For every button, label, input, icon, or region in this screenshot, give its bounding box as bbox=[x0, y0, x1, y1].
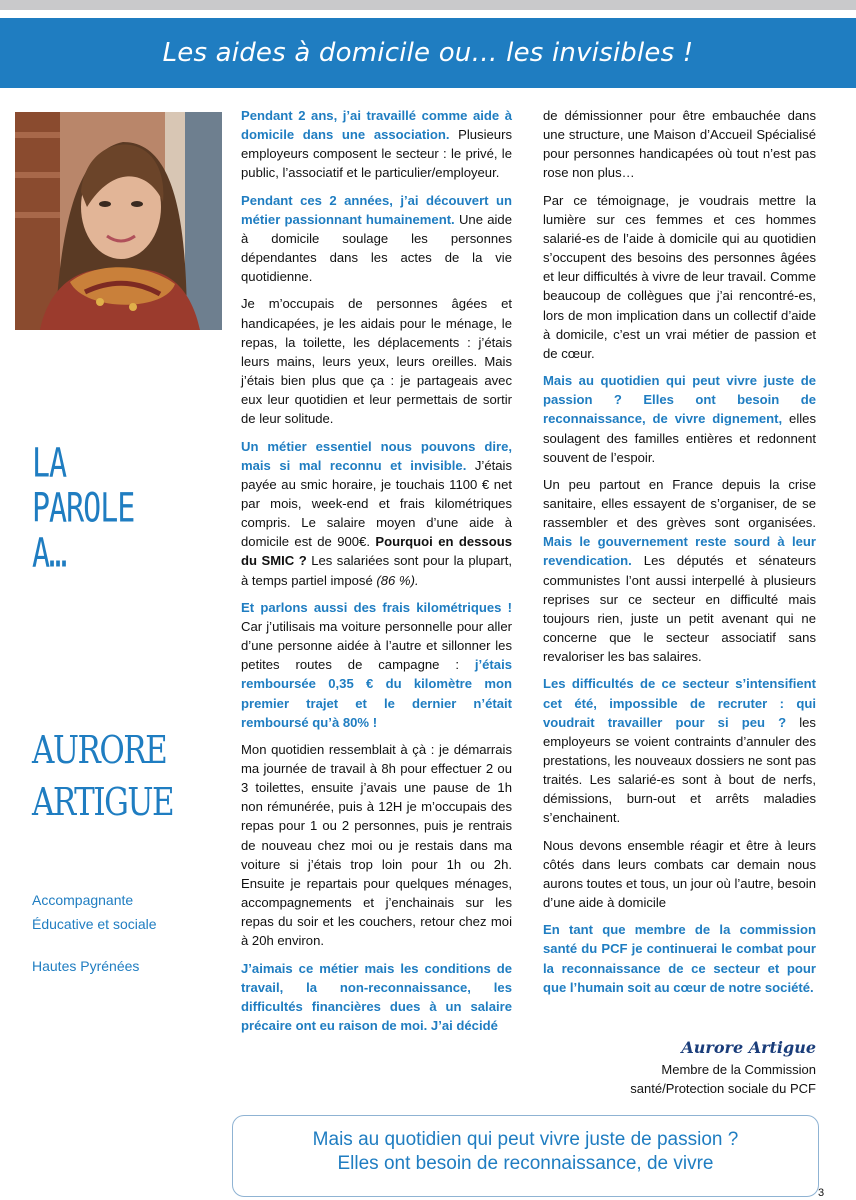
pull-quote-line: Elles ont besoin de reconnaissance, de vivre bbox=[337, 1153, 714, 1174]
title-banner bbox=[0, 18, 856, 88]
article-paragraph: Mon quotidien ressemblait à çà : je démarrais ma journée de travail à 8h pour effectuer 2 ou 3 toilettes, ensuite j’avais une pause de 1h non rémunérée, puis à 12H je m’occupais des repas pour 1 ou 2 personnes, puis je rentrais de nouveau chez moi ou je restais dans ma voiture si j’étais trop loin pour 1h ou 2h. Ensuite je repartais pour quelques ménages, accompagnements et j’enchainais sur les repas du soir et les couchers, retour chez moi à 20h environ. bbox=[241, 741, 512, 949]
author-signature: Aurore Artigue bbox=[681, 1038, 816, 1057]
side-label-line: LA bbox=[32, 440, 67, 488]
article-paragraph: Un métier essentiel nous pouvons dire, mais si mal reconnu et invisible. J’étais payée au smic horaire, je touchais 1100 € net par mois, week-end et frais kilométriques compris. Le salaire moyen d’une aide à domicile est de 900€. Pourquoi en dessous du SMIC ? Les salariées sont pour la plupart, à temps partiel imposé (86 %). bbox=[241, 438, 512, 588]
side-label-line: PAROLE bbox=[32, 485, 135, 533]
pull-quote-box bbox=[232, 1115, 819, 1197]
article-paragraph: En tant que membre de la commission santé du PCF je continuerai le combat pour la reconnaissance de ce secteur et pour que l’humain soit au cœur de notre société. bbox=[543, 922, 816, 995]
author-first-name: AURORE bbox=[32, 728, 167, 773]
article-paragraph: Les difficultés de ce secteur s’intensifient cet été, impossible de recruter : qui voudrait travailler pour si peu ? les employeurs se voient contraints d’annuler des prestations, les nouveaux dossiers ne sont pas traités. Les salarié-es sont à bout de nerfs, démissions, burn-out et arrêts maladies s’enchainent. bbox=[543, 676, 816, 826]
article-paragraph: Et parlons aussi des frais kilométriques ! Car j’utilisais ma voiture personnelle pour aller d’une personne aidée à l’autre et sillonner les petites routes de campagne : j’étais remboursée 0,35 € du kilomètre mon premier trajet et le dernier n’était remboursé qu’à 80% ! bbox=[241, 599, 512, 730]
top-strip bbox=[0, 0, 856, 10]
author-last-name: ARTIGUE bbox=[32, 780, 174, 825]
signature-role bbox=[560, 1060, 816, 1098]
article-column-1 bbox=[241, 106, 512, 1043]
portrait-photo bbox=[15, 112, 222, 330]
article-paragraph: Pendant ces 2 années, j’ai découvert un métier passionnant humainement. Une aide à domicile soulage les personnes dépendantes dans les actes de la vie quotidienne. bbox=[241, 192, 512, 285]
article-paragraph: Un peu partout en France depuis la crise sanitaire, elles essayent de s’organiser, de se rassembler et des grèves sont organisées. Mais le gouvernement reste sourd à leur revendication. Les députés et sénateurs communistes l’ont aussi interpellé à plusieurs reprises sur ce secteur en difficulté mais toujours rien, juste un petit avenant qui ne concerne que le secteur associatif sans revaloriser les bas salaires. bbox=[543, 476, 816, 665]
page-number: 3 bbox=[818, 1187, 825, 1199]
page-title: Les aides à domicile ou… les invisibles ! bbox=[162, 38, 694, 68]
signature-role-line: Membre de la Commission bbox=[661, 1062, 816, 1077]
article-paragraph: J’aimais ce métier mais les conditions de travail, la non-reconnaissance, les difficultés financières dues à un salaire précaire ont eu raison de moi. J’ai décidé bbox=[241, 960, 512, 1034]
author-location: Hautes Pyrénées bbox=[32, 958, 140, 974]
author-role-line: Accompagnante bbox=[32, 892, 134, 908]
side-label-line: A… bbox=[32, 530, 67, 578]
article-paragraph: de démissionner pour être embauchée dans une structure, une Maison d’Accueil Spécialisé pour personnes handicapées où tout n’est pas rose non plus… bbox=[543, 108, 816, 181]
article-paragraph: Par ce témoignage, je voudrais mettre la lumière sur ces femmes et ces hommes salarié-es de l’aide à domicile qui au quotidien s’occupent des besoins des personnes âgées et leur difficultés à vivre de leur travail. Comme beaucoup de collègues que j’ai rencontré-es, lors de mon implication dans un collectif d’aide à domicile, c’est un vrai métier de passion et de cœur. bbox=[543, 192, 816, 361]
article-paragraph: Pendant 2 ans, j’ai travaillé comme aide à domicile dans une association. Plusieurs employeurs composent le secteur : le privé, le public, l’associatif et le particulier/employeur. bbox=[241, 108, 512, 181]
pull-quote-line: Mais au quotidien qui peut vivre juste de passion ? bbox=[312, 1129, 739, 1150]
article-paragraph: Nous devons ensemble réagir et être à leurs côtés dans leurs combats car demain nous aurons toutes et tous, un jour où l’autre, besoin d’une aide à domicile bbox=[543, 837, 816, 911]
article-column-2 bbox=[543, 106, 816, 1005]
author-role-line: Éducative et sociale bbox=[32, 916, 157, 932]
signature-role-line: santé/Protection sociale du PCF bbox=[630, 1081, 816, 1096]
article-paragraph: Mais au quotidien qui peut vivre juste de passion ? Elles ont besoin de reconnaissance, de vivre dignement, elles soulagent des familles entières et redonnent souvent de l’espoir. bbox=[543, 373, 816, 465]
article-paragraph: Je m’occupais de personnes âgées et handicapées, je les aidais pour le ménage, le repas, la toilette, les déplacements : j’étais leurs mains, leurs yeux, leurs oreilles. Mais j’étais bien plus que ça : je partageais avec eux leur quotidien et leur permettais de sortir de leur solitude. bbox=[241, 296, 512, 427]
